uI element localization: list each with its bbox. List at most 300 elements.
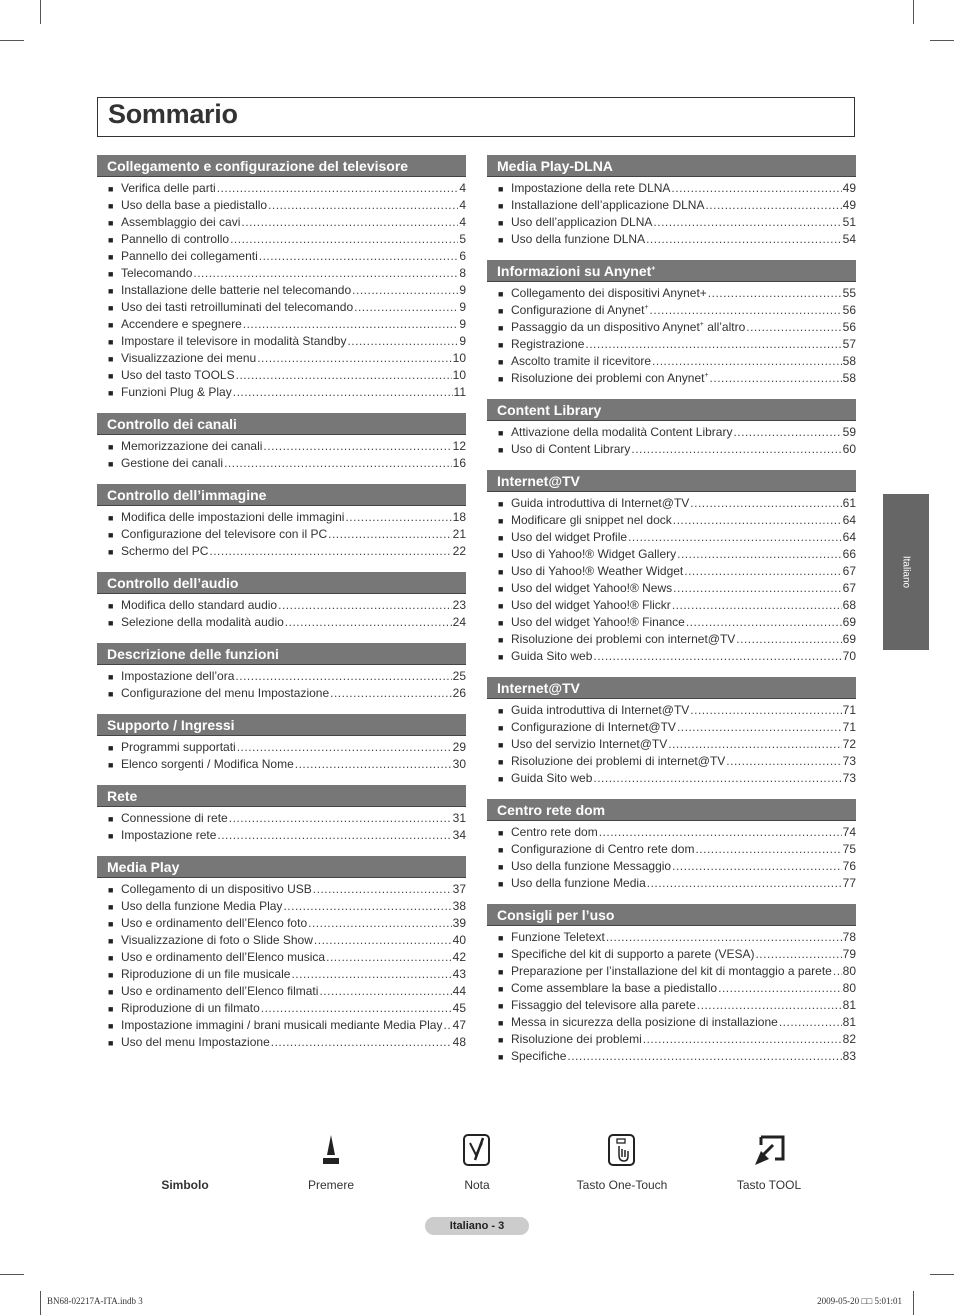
toc-entry[interactable] xyxy=(97,685,466,702)
symbol-legend xyxy=(0,1130,954,1200)
toc-entry-title xyxy=(511,546,676,563)
toc-entry[interactable] xyxy=(97,282,466,299)
bullet-icon: ■ xyxy=(498,984,504,994)
toc-entry-text: Risoluzione dei problemi di internet@TV xyxy=(511,754,726,768)
toc-section xyxy=(97,714,466,785)
toc-entry-page: 21 xyxy=(452,527,466,541)
bullet-icon: ■ xyxy=(498,1001,504,1011)
dot-leader xyxy=(326,949,452,966)
toc-entry[interactable] xyxy=(97,827,466,844)
crop-mark xyxy=(40,1291,41,1315)
bullet-icon: ■ xyxy=(108,442,114,452)
dot-leader xyxy=(209,543,451,560)
toc-section xyxy=(97,856,466,1063)
bullet-icon: ■ xyxy=(108,252,114,262)
toc-entry[interactable] xyxy=(487,997,856,1014)
toc-entry-title xyxy=(121,827,216,844)
toc-entry[interactable] xyxy=(487,858,856,875)
toc-entry[interactable] xyxy=(487,631,856,648)
toc-entry-text: Verifica delle parti xyxy=(121,181,216,195)
toc-entry[interactable] xyxy=(487,512,856,529)
toc-column-left xyxy=(97,155,466,1063)
toc-entry-text: Collegamento di un dispositivo USB xyxy=(121,882,312,896)
dot-leader xyxy=(291,966,451,983)
section-entry-list xyxy=(487,926,856,1077)
toc-entry-title xyxy=(511,980,717,997)
dot-leader xyxy=(708,285,842,302)
dot-leader xyxy=(628,529,842,546)
toc-entry[interactable] xyxy=(97,333,466,350)
toc-entry-page: 5 xyxy=(459,232,466,246)
bullet-icon: ■ xyxy=(108,459,114,469)
dot-leader xyxy=(646,231,842,248)
toc-entry-page: 81 xyxy=(842,998,856,1012)
bullet-icon: ■ xyxy=(498,618,504,628)
toc-entry-title xyxy=(511,963,832,980)
bullet-icon: ■ xyxy=(108,235,114,245)
dot-leader xyxy=(746,319,841,336)
toc-section xyxy=(487,677,856,799)
toc-entry-text: Impostazione dell’ora xyxy=(121,669,235,683)
bullet-icon: ■ xyxy=(108,601,114,611)
toc-entry-title xyxy=(121,1034,270,1051)
toc-entry-text: Uso di Content Library xyxy=(511,442,631,456)
toc-entry[interactable] xyxy=(487,353,856,370)
dot-leader xyxy=(755,946,841,963)
toc-entry-page: 29 xyxy=(452,740,466,754)
toc-entry[interactable] xyxy=(487,580,856,597)
toc-entry[interactable] xyxy=(487,319,856,336)
toc-entry-page: 4 xyxy=(459,181,466,195)
toc-entry[interactable] xyxy=(97,949,466,966)
toc-entry[interactable] xyxy=(487,285,856,302)
toc-entry-text: Registrazione xyxy=(511,337,585,351)
toc-entry-title xyxy=(121,231,229,248)
toc-entry[interactable] xyxy=(97,1000,466,1017)
toc-entry[interactable] xyxy=(97,180,466,197)
toc-entry-title xyxy=(121,915,307,932)
toc-entry-page: 56 xyxy=(842,303,856,317)
crop-mark xyxy=(0,40,24,41)
toc-entry-page: 26 xyxy=(452,686,466,700)
toc-entry[interactable] xyxy=(97,739,466,756)
toc-entry[interactable] xyxy=(487,180,856,197)
toc-entry[interactable] xyxy=(487,824,856,841)
section-heading xyxy=(487,260,856,282)
section-heading xyxy=(97,714,466,736)
toc-entry[interactable] xyxy=(487,770,856,787)
bullet-icon: ■ xyxy=(498,933,504,943)
bullet-icon: ■ xyxy=(108,354,114,364)
dot-leader xyxy=(237,739,452,756)
toc-entry[interactable] xyxy=(97,197,466,214)
toc-entry-text: Uso del widget Yahoo!® Flickr xyxy=(511,598,671,612)
tool-icon xyxy=(751,1133,787,1174)
toc-section xyxy=(487,260,856,399)
dot-leader xyxy=(233,384,453,401)
toc-entry-text: Uso del tasto TOOLS xyxy=(121,368,235,382)
toc-entry-text: Uso dell’applicazion DLNA xyxy=(511,215,653,229)
toc-entry-title xyxy=(121,614,284,631)
toc-entry-title xyxy=(121,248,258,265)
toc-entry-page: 42 xyxy=(452,950,466,964)
toc-entry-text: Impostare il televisore in modalità Standby xyxy=(121,334,347,348)
dot-leader xyxy=(330,685,452,702)
bullet-icon: ■ xyxy=(108,320,114,330)
dot-leader xyxy=(718,980,842,997)
section-entry-list xyxy=(487,699,856,799)
toc-entry[interactable] xyxy=(97,526,466,543)
bullet-icon: ■ xyxy=(498,201,504,211)
dot-leader xyxy=(278,597,452,614)
toc-entry[interactable] xyxy=(97,265,466,282)
dot-leader xyxy=(345,509,451,526)
toc-section xyxy=(97,643,466,714)
toc-entry[interactable] xyxy=(97,367,466,384)
section-heading xyxy=(487,904,856,926)
toc-entry[interactable] xyxy=(97,1034,466,1051)
section-entry-list xyxy=(97,665,466,714)
toc-entry[interactable] xyxy=(97,668,466,685)
toc-entry-title xyxy=(121,756,294,773)
toc-entry-page: 58 xyxy=(842,371,856,385)
toc-entry-text: Fissaggio del televisore alla parete xyxy=(511,998,696,1012)
section-heading xyxy=(487,470,856,492)
toc-entry-title xyxy=(121,739,236,756)
toc-entry[interactable] xyxy=(97,932,466,949)
toc-entry-text: Configurazione di Internet@TV xyxy=(511,720,676,734)
toc-entry-page: 58 xyxy=(842,354,856,368)
toc-entry-text: Uso della base a piedistallo xyxy=(121,198,268,212)
toc-entry-title xyxy=(511,529,627,546)
dot-leader xyxy=(193,265,458,282)
toc-entry-text: Programmi supportati xyxy=(121,740,236,754)
toc-entry-title xyxy=(511,614,685,631)
section-entry-list xyxy=(487,282,856,399)
toc-entry-title xyxy=(121,668,234,685)
bullet-icon: ■ xyxy=(498,950,504,960)
toc-entry-title xyxy=(121,180,216,197)
dot-leader xyxy=(314,932,452,949)
toc-entry-page: 67 xyxy=(842,581,856,595)
one-touch-icon xyxy=(607,1133,637,1172)
dot-leader xyxy=(443,1017,451,1034)
dot-leader xyxy=(672,858,842,875)
section-entry-list xyxy=(97,736,466,785)
toc-entry-text: Configurazione di Centro rete dom xyxy=(511,842,695,856)
toc-section xyxy=(97,484,466,572)
bullet-icon: ■ xyxy=(498,567,504,577)
toc-entry[interactable] xyxy=(97,455,466,472)
bullet-icon: ■ xyxy=(498,357,504,367)
toc-entry-title xyxy=(511,719,676,736)
toc-entry[interactable] xyxy=(97,509,466,526)
toc-entry-title xyxy=(511,495,689,512)
toc-entry-title xyxy=(511,770,592,787)
dot-leader xyxy=(347,333,458,350)
press-icon xyxy=(320,1133,342,1172)
toc-entry-page: 22 xyxy=(452,544,466,558)
toc-section xyxy=(97,155,466,413)
toc-entry-page: 4 xyxy=(459,215,466,229)
section-heading-text: Centro rete dom xyxy=(497,802,606,818)
toc-entry[interactable] xyxy=(97,756,466,773)
dot-leader xyxy=(779,1014,842,1031)
toc-entry[interactable] xyxy=(487,336,856,353)
toc-entry-title xyxy=(121,282,351,299)
toc-entry[interactable] xyxy=(97,438,466,455)
toc-entry[interactable] xyxy=(97,316,466,333)
toc-entry[interactable] xyxy=(487,495,856,512)
toc-entry[interactable] xyxy=(97,384,466,401)
toc-entry[interactable] xyxy=(97,898,466,915)
toc-entry-text: Attivazione della modalità Content Library xyxy=(511,425,733,439)
toc-entry-title xyxy=(121,438,262,455)
toc-entry-superscript: + xyxy=(644,304,649,311)
toc-entry[interactable] xyxy=(487,1031,856,1048)
toc-entry[interactable] xyxy=(487,963,856,980)
toc-section xyxy=(97,572,466,643)
bullet-icon: ■ xyxy=(498,340,504,350)
toc-entry[interactable] xyxy=(97,614,466,631)
dot-leader xyxy=(599,824,842,841)
toc-entry-page: 43 xyxy=(452,967,466,981)
dot-leader xyxy=(653,214,841,231)
toc-entry[interactable] xyxy=(487,736,856,753)
bullet-icon: ■ xyxy=(498,184,504,194)
dot-leader xyxy=(319,983,451,1000)
toc-entry[interactable] xyxy=(97,881,466,898)
toc-entry[interactable] xyxy=(487,370,856,387)
toc-entry-page: 68 xyxy=(842,598,856,612)
toc-entry-text: Assemblaggio dei cavi xyxy=(121,215,241,229)
toc-entry[interactable] xyxy=(487,980,856,997)
toc-entry-title xyxy=(121,949,325,966)
toc-entry-superscript: + xyxy=(699,321,704,328)
section-heading-text: Controllo dei canali xyxy=(107,416,237,432)
bullet-icon: ■ xyxy=(108,970,114,980)
toc-entry[interactable] xyxy=(97,983,466,1000)
dot-leader xyxy=(593,648,841,665)
language-tab-label: Italiano xyxy=(900,555,912,589)
toc-column-right xyxy=(487,155,856,1077)
toc-entry[interactable] xyxy=(487,424,856,441)
bullet-icon: ■ xyxy=(108,286,114,296)
toc-entry[interactable] xyxy=(97,966,466,983)
toc-entry[interactable] xyxy=(97,810,466,827)
dot-leader xyxy=(710,370,842,387)
toc-entry-title xyxy=(511,997,696,1014)
section-heading-text: Supporto / Ingressi xyxy=(107,717,235,733)
dot-leader xyxy=(283,898,451,915)
dot-leader xyxy=(672,597,842,614)
section-heading-text: Internet@TV xyxy=(497,473,580,489)
toc-entry-page: 56 xyxy=(842,320,856,334)
crop-mark xyxy=(0,1274,24,1275)
toc-entry-text: Specifiche del kit di supporto a parete (VESA) xyxy=(511,947,755,961)
toc-entry[interactable] xyxy=(97,231,466,248)
toc-entry-title xyxy=(121,384,232,401)
section-heading xyxy=(487,155,856,177)
toc-entry-title xyxy=(511,631,735,648)
toc-entry-page: 37 xyxy=(452,882,466,896)
toc-entry-title xyxy=(121,367,235,384)
toc-entry-page: 72 xyxy=(842,737,856,751)
toc-entry-title xyxy=(511,875,646,892)
bullet-icon: ■ xyxy=(498,445,504,455)
toc-entry-page: 76 xyxy=(842,859,856,873)
toc-entry[interactable] xyxy=(487,753,856,770)
page-number-badge: Italiano - 3 xyxy=(425,1217,529,1235)
section-entry-list xyxy=(97,878,466,1063)
toc-entry[interactable] xyxy=(487,1014,856,1031)
page-title: Sommario xyxy=(108,99,238,129)
toc-entry-page: 67 xyxy=(842,564,856,578)
toc-entry[interactable] xyxy=(97,299,466,316)
section-entry-list xyxy=(487,421,856,470)
toc-entry-page: 70 xyxy=(842,649,856,663)
toc-entry[interactable] xyxy=(487,614,856,631)
dot-leader xyxy=(268,197,458,214)
toc-entry[interactable] xyxy=(487,214,856,231)
legend-title: Simbolo xyxy=(161,1178,209,1192)
toc-entry[interactable] xyxy=(487,302,856,319)
toc-entry-text: Funzione Teletext xyxy=(511,930,605,944)
toc-entry-page: 12 xyxy=(452,439,466,453)
toc-entry[interactable] xyxy=(487,1048,856,1065)
dot-leader xyxy=(567,1048,841,1065)
toc-entry[interactable] xyxy=(487,841,856,858)
bullet-icon: ■ xyxy=(108,269,114,279)
toc-entry-text: Telecomando xyxy=(121,266,193,280)
section-entry-list xyxy=(97,506,466,572)
bullet-icon: ■ xyxy=(498,323,504,333)
toc-entry[interactable] xyxy=(487,648,856,665)
bullet-icon: ■ xyxy=(498,306,504,316)
footer-timestamp: 2009-05-20 □□ 5:01:01 xyxy=(817,1296,902,1306)
legend-label-note: Nota xyxy=(464,1178,490,1192)
toc-entry-text: Schermo del PC xyxy=(121,544,209,558)
toc-entry-page: 61 xyxy=(842,496,856,510)
toc-entry[interactable] xyxy=(97,543,466,560)
toc-entry-text: Uso della funzione Media xyxy=(511,876,646,890)
toc-entry-title xyxy=(121,455,223,472)
toc-entry-text: Uso e ordinamento dell’Elenco musica xyxy=(121,950,326,964)
section-heading-superscript: + xyxy=(651,265,656,273)
toc-entry[interactable] xyxy=(97,597,466,614)
toc-entry[interactable] xyxy=(487,597,856,614)
toc-entry-page: 77 xyxy=(842,876,856,890)
toc-entry-text: Modifica delle impostazioni delle immagini xyxy=(121,510,345,524)
bullet-icon: ■ xyxy=(108,1004,114,1014)
toc-entry[interactable] xyxy=(97,214,466,231)
toc-entry[interactable] xyxy=(487,197,856,214)
dot-leader xyxy=(308,915,452,932)
toc-entry-text: Uso e ordinamento dell’Elenco foto xyxy=(121,916,308,930)
toc-entry-text: Uso di Yahoo!® Weather Widget xyxy=(511,564,684,578)
bullet-icon: ■ xyxy=(108,743,114,753)
toc-entry[interactable] xyxy=(487,546,856,563)
toc-entry-text: Uso di Yahoo!® Widget Gallery xyxy=(511,547,677,561)
toc-entry-title xyxy=(121,898,282,915)
dot-leader xyxy=(224,455,452,472)
toc-entry-text: Messa in sicurezza della posizione di installazione xyxy=(511,1015,778,1029)
toc-entry-page: 75 xyxy=(842,842,856,856)
toc-entry-title xyxy=(511,563,683,580)
toc-entry[interactable] xyxy=(487,875,856,892)
toc-entry-page: 9 xyxy=(459,300,466,314)
section-heading-text: Media Play-DLNA xyxy=(497,158,613,174)
toc-entry-title xyxy=(511,197,704,214)
toc-entry[interactable] xyxy=(97,915,466,932)
toc-entry[interactable] xyxy=(487,231,856,248)
toc-entry-title xyxy=(121,966,290,983)
bullet-icon: ■ xyxy=(108,689,114,699)
toc-entry[interactable] xyxy=(487,929,856,946)
dot-leader xyxy=(217,827,451,844)
dot-leader xyxy=(257,350,451,367)
toc-entry-text: Elenco sorgenti / Modifica Nome xyxy=(121,757,294,771)
toc-entry[interactable] xyxy=(487,529,856,546)
bullet-icon: ■ xyxy=(108,672,114,682)
toc-entry[interactable] xyxy=(487,563,856,580)
dot-leader xyxy=(736,631,841,648)
bullet-icon: ■ xyxy=(498,1035,504,1045)
dot-leader xyxy=(243,316,459,333)
dot-leader xyxy=(677,546,842,563)
bullet-icon: ■ xyxy=(498,740,504,750)
toc-entry[interactable] xyxy=(487,702,856,719)
dot-leader xyxy=(733,424,841,441)
bullet-icon: ■ xyxy=(498,1018,504,1028)
toc-entry-page: 9 xyxy=(459,283,466,297)
toc-entry-title xyxy=(511,231,645,248)
toc-entry-page: 49 xyxy=(842,181,856,195)
toc-entry[interactable] xyxy=(487,946,856,963)
dot-leader xyxy=(352,282,458,299)
bullet-icon: ■ xyxy=(498,374,504,384)
bullet-icon: ■ xyxy=(498,584,504,594)
toc-section xyxy=(487,470,856,677)
toc-entry-text: Guida introduttiva di Internet@TV xyxy=(511,703,690,717)
dot-leader xyxy=(354,299,458,316)
section-heading xyxy=(97,484,466,506)
toc-entry[interactable] xyxy=(487,719,856,736)
toc-entry-page: 44 xyxy=(452,984,466,998)
section-heading-text: Internet@TV xyxy=(497,680,580,696)
section-heading-text: Controllo dell’audio xyxy=(107,575,239,591)
toc-entry-text: Funzioni Plug & Play xyxy=(121,385,232,399)
toc-entry[interactable] xyxy=(97,350,466,367)
toc-entry[interactable] xyxy=(97,1017,466,1034)
toc-entry-page: 25 xyxy=(452,669,466,683)
bullet-icon: ■ xyxy=(108,1021,114,1031)
toc-entry-page: 10 xyxy=(452,351,466,365)
toc-entry[interactable] xyxy=(487,441,856,458)
section-heading xyxy=(487,399,856,421)
toc-entry-page: 49 xyxy=(842,198,856,212)
toc-entry-title xyxy=(511,370,709,387)
toc-entry[interactable] xyxy=(97,248,466,265)
toc-entry-text: Impostazione della rete DLNA xyxy=(511,181,671,195)
bullet-icon: ■ xyxy=(498,774,504,784)
toc-entry-page: 11 xyxy=(453,385,466,399)
toc-entry-page: 71 xyxy=(842,720,856,734)
toc-entry-page: 73 xyxy=(842,771,856,785)
toc-entry-page: 60 xyxy=(842,442,856,456)
bullet-icon: ■ xyxy=(108,936,114,946)
toc-entry-page: 59 xyxy=(842,425,856,439)
